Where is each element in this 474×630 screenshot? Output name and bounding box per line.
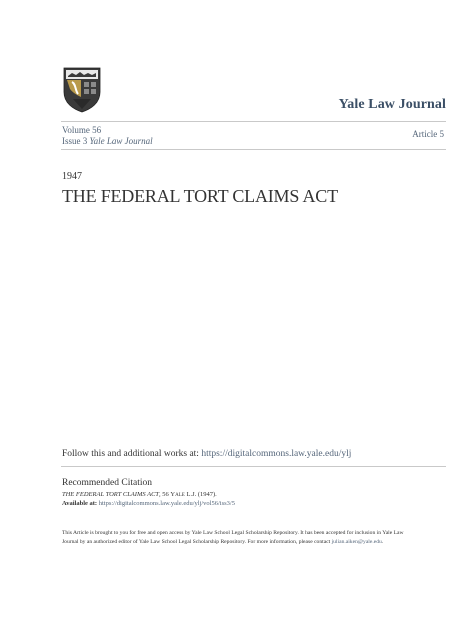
available-at-link[interactable]: https://digitalcommons.law.yale.edu/ylj/vol56/iss3/5 bbox=[98, 500, 235, 507]
journal-name[interactable]: Yale Law Journal bbox=[338, 97, 446, 112]
repository-notice bbox=[62, 529, 422, 547]
issue-number: Issue 3 bbox=[62, 136, 88, 146]
volume-label[interactable]: Volume 56 bbox=[62, 125, 102, 135]
available-at-line bbox=[62, 500, 235, 507]
citation-volume: , 56 bbox=[159, 491, 171, 498]
citation-journal: Yale bbox=[170, 491, 185, 498]
issue-label[interactable] bbox=[62, 135, 153, 147]
issue-journal: Yale Law Journal bbox=[89, 136, 153, 146]
notice-line-1: This Article is brought to you for free and open access by Yale Law School Legal Scholarship Repository. It has been accepted for inclusion in Yale Law bbox=[62, 530, 404, 536]
follow-divider bbox=[61, 466, 446, 467]
header-divider-bottom bbox=[61, 149, 446, 150]
recommended-citation-heading: Recommended Citation bbox=[62, 478, 152, 488]
notice-line-2 bbox=[62, 538, 422, 547]
document-title: THE FEDERAL TORT CLAIMS ACT bbox=[62, 186, 338, 206]
follow-label: Follow this and additional works at: bbox=[62, 449, 199, 459]
notice-line-2-text: Journal by an authorized editor of Yale Law School Legal Scholarship Repository. For more information, please contact bbox=[62, 539, 332, 545]
follow-line bbox=[62, 449, 351, 459]
contact-email-link[interactable]: julian.aiken@yale.edu bbox=[331, 539, 382, 545]
header-divider-top bbox=[61, 121, 446, 122]
available-at-label: Available at: bbox=[62, 500, 98, 507]
citation-year: L.J. (1947). bbox=[184, 491, 217, 498]
publication-year: 1947 bbox=[62, 171, 82, 182]
citation-text bbox=[62, 491, 217, 498]
citation-title: THE FEDERAL TORT CLAIMS ACT bbox=[62, 491, 160, 498]
follow-link[interactable]: https://digitalcommons.law.yale.edu/ylj bbox=[201, 449, 352, 459]
article-label[interactable]: Article 5 bbox=[412, 129, 444, 139]
yale-shield-icon bbox=[63, 67, 101, 113]
notice-line-2-end: . bbox=[381, 539, 384, 545]
